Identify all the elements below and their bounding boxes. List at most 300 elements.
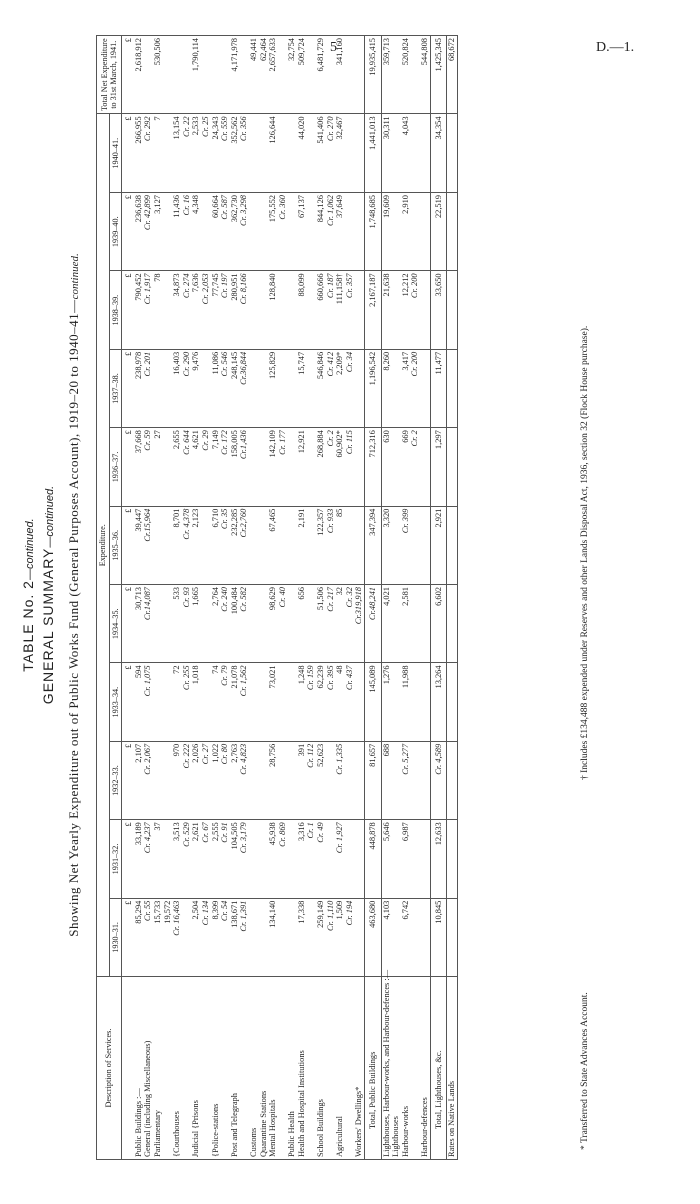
value-cell <box>191 585 210 663</box>
page-number: 5 <box>330 40 337 55</box>
cell-line: Cr. 1,562 <box>239 665 249 697</box>
cell-line: 73,021 <box>268 665 278 689</box>
cell-line: 45,938 <box>268 822 278 846</box>
value-cell <box>297 428 316 506</box>
cell-line: {Courthouses <box>172 1111 182 1157</box>
value-cell <box>354 271 364 349</box>
cell-line: Mental Hospitals <box>268 1099 278 1157</box>
cell-line: 669 <box>400 430 410 443</box>
row-description <box>259 977 269 1160</box>
value-cell <box>297 898 316 976</box>
total-cell <box>335 36 354 114</box>
value-cell <box>134 820 153 898</box>
value-cell <box>172 898 191 976</box>
value-cell <box>354 506 364 584</box>
cell-line: Public Buildings :— <box>133 1088 143 1157</box>
cell-line: Rates on Native Lands <box>447 1080 457 1157</box>
cell-line: Cr. 2,053 <box>200 273 210 305</box>
cell-line: Cr.1,436 <box>239 430 249 460</box>
cell-line: Workers' Dwellings* <box>354 1086 364 1157</box>
value-cell <box>365 193 382 271</box>
cell-line: Cr. 1,391 <box>239 900 249 932</box>
value-cell <box>447 114 458 193</box>
table-row <box>211 36 230 1160</box>
cell-line: 266,955 <box>133 116 143 144</box>
cell-line: 19,935,415 <box>368 38 378 76</box>
value-cell <box>268 193 287 271</box>
value-cell <box>153 506 172 584</box>
value-cell <box>134 349 153 427</box>
cell-line: 11,988 <box>400 665 410 689</box>
cell-line: 1,665 <box>191 587 201 606</box>
value-cell <box>381 506 401 584</box>
cell-line: Cr. 8,166 <box>239 273 249 305</box>
cell-line: 7 <box>152 116 162 121</box>
cell-line: 100,484 <box>229 587 239 615</box>
value-cell <box>268 585 287 663</box>
expenditure-group-header: Expenditure. <box>97 114 110 977</box>
table-row <box>134 36 153 1160</box>
value-cell <box>430 898 447 976</box>
value-cell <box>401 428 420 506</box>
value-cell <box>172 271 191 349</box>
table-row <box>287 36 297 1160</box>
cell-line: Cr. 217 <box>325 587 335 612</box>
row-description <box>297 977 316 1160</box>
table-row <box>191 36 210 1160</box>
total-cell <box>211 36 230 114</box>
cell-line: 341,160 <box>335 38 345 66</box>
cell-line: 3,417 <box>400 351 410 371</box>
year-header: 1938–39. <box>109 271 122 349</box>
unit-cell: £ <box>122 36 134 114</box>
cell-line: 656 <box>296 587 306 600</box>
cell-line: Cr. 1,927 <box>335 822 345 854</box>
row-description <box>191 977 210 1160</box>
value-cell <box>381 741 401 819</box>
value-cell <box>354 428 364 506</box>
value-cell <box>172 741 191 819</box>
value-cell <box>316 193 335 271</box>
cell-line: 520,824 <box>400 38 410 66</box>
row-description <box>335 977 354 1160</box>
total-cell <box>365 36 382 114</box>
cell-line: 6,710 <box>210 508 220 528</box>
value-cell <box>153 585 172 663</box>
cell-line: 68,672 <box>447 38 457 62</box>
cell-line: 145,089 <box>368 665 378 693</box>
row-description <box>447 977 458 1160</box>
row-description <box>287 977 297 1160</box>
cell-line: 60,664 <box>210 195 220 219</box>
value-cell <box>259 585 269 663</box>
value-cell <box>381 663 401 741</box>
cell-line: 51,506 <box>316 587 326 611</box>
cell-line: 238,978 <box>133 351 143 380</box>
value-cell <box>259 741 269 819</box>
value-cell <box>287 663 297 741</box>
cell-line: Cr. 40 <box>277 587 287 608</box>
cell-line: 594 <box>133 665 143 678</box>
cell-line: Cr. 5,277 <box>400 743 410 775</box>
year-header: 1936–37. <box>109 428 122 506</box>
value-cell <box>134 193 153 271</box>
cell-line: 448,878 <box>368 822 378 850</box>
value-cell <box>447 506 458 584</box>
total-cell <box>259 36 269 114</box>
cell-line: Cr. 360 <box>277 195 287 220</box>
value-cell <box>172 349 191 427</box>
cell-line: 2,167,187 <box>368 273 378 307</box>
cell-line: 259,149 <box>316 900 326 928</box>
cell-line: 2,191 <box>296 508 306 528</box>
cell-line: 52,623 <box>316 743 326 767</box>
table-row <box>259 36 269 1160</box>
cell-line: 24,343 <box>210 116 220 140</box>
cell-line: 62,239 <box>316 665 326 689</box>
row-description <box>134 977 153 1160</box>
cell-line: 34,354 <box>433 116 443 140</box>
cell-line: 88,099 <box>296 273 306 297</box>
cell-line: Cr. 1,062 <box>325 195 335 226</box>
value-cell <box>230 820 249 898</box>
cell-line: 4,621 <box>191 430 201 450</box>
value-cell <box>297 349 316 427</box>
value-cell <box>420 741 430 819</box>
value-cell <box>259 349 269 427</box>
value-cell <box>401 193 420 271</box>
cell-line: Cr. 270 <box>325 116 335 142</box>
value-cell <box>172 428 191 506</box>
cell-line: 1,018 <box>191 665 201 685</box>
cell-line: Cr. 194 <box>344 900 354 926</box>
value-cell <box>249 114 259 193</box>
row-description <box>211 977 230 1160</box>
cell-line: 1,441,013 <box>368 116 378 150</box>
cell-line: 391 <box>296 743 306 757</box>
cell-line: 67,137 <box>296 195 306 219</box>
cell-line: 6,987 <box>400 822 410 842</box>
table-row <box>335 36 354 1160</box>
value-cell <box>134 741 153 819</box>
cell-line: Cr. 1 <box>306 822 316 839</box>
cell-line: 21,078 <box>229 665 239 689</box>
year-header: 1932–33. <box>109 741 122 819</box>
value-cell <box>430 585 447 663</box>
cell-line: 1,425,345 <box>433 38 443 72</box>
cell-line: 28,756 <box>268 743 278 767</box>
value-cell <box>268 349 287 427</box>
value-cell <box>287 741 297 819</box>
cell-line: 970 <box>172 743 182 757</box>
value-cell <box>430 428 447 506</box>
total-cell <box>316 36 335 114</box>
value-cell <box>172 114 191 193</box>
value-cell <box>381 349 401 427</box>
cell-line: 37,668 <box>133 430 143 454</box>
value-cell <box>259 271 269 349</box>
value-cell <box>134 506 153 584</box>
value-cell <box>153 741 172 819</box>
value-cell <box>401 741 420 819</box>
cell-line: 533 <box>172 587 182 600</box>
cell-line: Judicial {Prisons <box>191 1100 201 1157</box>
value-cell <box>211 193 230 271</box>
year-header: 1933–34. <box>109 663 122 741</box>
cell-line: Cr. 16,463 <box>172 900 182 936</box>
value-cell <box>316 898 335 976</box>
cell-line: Cr. 644 <box>181 430 191 455</box>
cell-line: Cr. 582 <box>239 587 249 612</box>
unit-cell: £ <box>122 428 134 506</box>
cell-line: Cr. 290 <box>181 351 191 377</box>
value-cell <box>316 114 335 193</box>
cell-line: 21,638 <box>381 273 391 297</box>
cell-line: 2,504 <box>191 900 201 920</box>
cell-line: Cr. 4,237 <box>143 822 153 854</box>
row-description <box>381 969 401 1160</box>
total-cell <box>134 36 153 114</box>
cell-line: 2,910 <box>400 195 410 214</box>
cell-line: Health and Hospital Institutions <box>296 1050 306 1157</box>
cell-line: 98,629 <box>268 587 278 611</box>
value-cell <box>401 271 420 349</box>
cell-line: 2,763 <box>229 743 239 763</box>
cell-line: Public Health <box>287 1111 297 1157</box>
cell-line: 138,671 <box>229 900 239 928</box>
cell-line: Cr. 529 <box>181 822 191 847</box>
value-cell <box>230 898 249 976</box>
cell-line: 2,581 <box>400 587 410 606</box>
cell-line: 12,633 <box>433 822 443 846</box>
value-cell <box>420 506 430 584</box>
value-cell <box>365 271 382 349</box>
cell-line: 128,840 <box>268 273 278 301</box>
value-cell <box>259 506 269 584</box>
value-cell <box>230 506 249 584</box>
cell-line: Harbour-defences <box>420 1097 429 1157</box>
cell-line: Cr. 172 <box>220 430 230 455</box>
value-cell <box>134 428 153 506</box>
cell-line: 1,196,542 <box>368 351 378 386</box>
cell-line: 15,733 <box>152 900 162 924</box>
value-cell <box>259 820 269 898</box>
cell-line: Cr. 201 <box>143 351 153 377</box>
value-cell <box>316 506 335 584</box>
value-cell <box>297 585 316 663</box>
cell-line: 2,107 <box>133 743 143 763</box>
value-cell <box>401 114 420 193</box>
table-row <box>365 36 382 1160</box>
unit-cell: £ <box>122 114 134 193</box>
footnote-transferred: * Transferred to State Advances Account. <box>580 992 590 1150</box>
cell-line: Cr. 79 <box>220 665 230 686</box>
cell-line: 1,248 <box>296 665 306 685</box>
value-cell <box>430 193 447 271</box>
value-cell <box>268 898 287 976</box>
value-cell <box>430 349 447 427</box>
table-number: TABLE No. 2—continued. <box>20 518 36 672</box>
cell-line: 790,452 <box>133 273 143 301</box>
table-row <box>249 36 259 1160</box>
value-cell <box>365 349 382 427</box>
cell-line: 34,873 <box>172 273 182 297</box>
cell-line: 541,406 <box>316 116 326 144</box>
value-cell <box>316 271 335 349</box>
value-cell <box>420 114 430 193</box>
value-cell <box>365 820 382 898</box>
cell-line: Cr. 42,899 <box>143 195 153 231</box>
cell-line: Agricultural <box>335 1116 345 1157</box>
value-cell <box>230 741 249 819</box>
cell-line: 39,447 <box>133 508 143 532</box>
value-cell <box>211 820 230 898</box>
value-cell <box>335 820 354 898</box>
value-cell <box>354 820 364 898</box>
cell-line: Lighthouses <box>391 1116 401 1157</box>
value-cell <box>191 428 210 506</box>
cell-line: 8,399 <box>210 900 220 920</box>
cell-line: Cr. 134 <box>200 900 210 926</box>
cell-line: 13,154 <box>172 116 182 140</box>
cell-line: 2,657,633 <box>268 38 278 72</box>
cell-line: Cr. 546 <box>220 351 230 377</box>
cell-line: Cr. 4,589 <box>433 743 443 775</box>
cell-line: Cr. 4,378 <box>181 508 191 540</box>
cell-line: 688 <box>381 743 391 757</box>
value-cell <box>211 114 230 193</box>
cell-line: 4,171,978 <box>229 38 239 72</box>
value-cell <box>249 898 259 976</box>
value-cell <box>153 193 172 271</box>
footnote-flock-house: † Includes £134,488 expended under Reserves and other Lands Disposal Act, 1936, section 32 (Flock House purchase). <box>580 325 590 780</box>
cell-line: 463,680 <box>368 900 378 928</box>
value-cell <box>297 114 316 193</box>
value-cell <box>287 271 297 349</box>
cell-line: Cr. 54 <box>220 900 230 922</box>
value-cell <box>191 271 210 349</box>
year-header: 1931–32. <box>109 820 122 898</box>
value-cell <box>134 585 153 663</box>
value-cell <box>381 428 401 506</box>
value-cell <box>447 193 458 271</box>
cell-line: Cr. 1,110 <box>325 900 335 931</box>
cell-line: Customs <box>248 1127 258 1157</box>
cell-line: 32 <box>335 587 345 596</box>
cell-line: 232,285 <box>229 508 239 536</box>
cell-line: 280,951 <box>229 273 239 301</box>
cell-line: {Police-stations <box>210 1103 220 1157</box>
value-cell <box>420 349 430 427</box>
table-subtitle: Showing Net Yearly Expenditure out of Public Works Fund (General Purposes Account), 1919–20 to 1940–41—continued. <box>66 253 81 937</box>
value-cell <box>420 193 430 271</box>
cell-line: 347,394 <box>368 508 378 536</box>
cell-line: Cr. 25 <box>200 116 210 137</box>
total-cell <box>191 36 210 114</box>
cell-line: Cr. 933 <box>325 508 335 534</box>
value-cell <box>134 898 153 976</box>
cell-line: 27 <box>152 430 162 439</box>
value-cell <box>249 585 259 663</box>
cell-line: Cr. 159 <box>306 665 316 691</box>
cell-line: Cr. 35 <box>220 508 230 530</box>
cell-line: Cr. 399 <box>400 508 410 534</box>
value-cell <box>211 506 230 584</box>
cell-line: 3,127 <box>152 195 162 214</box>
year-header: 1937–38. <box>109 349 122 427</box>
value-cell <box>211 663 230 741</box>
value-cell <box>153 114 172 193</box>
value-cell <box>230 114 249 193</box>
cell-line: 72 <box>172 665 182 674</box>
cell-line: Cr. 357 <box>344 273 354 299</box>
cell-line: 125,829 <box>268 351 278 380</box>
cell-line: 122,357 <box>316 508 326 536</box>
value-cell <box>365 898 382 976</box>
cell-line: Cr. 292 <box>143 116 153 142</box>
value-cell <box>401 585 420 663</box>
value-cell <box>191 114 210 193</box>
cell-line: 12,212 <box>400 273 410 297</box>
value-cell <box>268 506 287 584</box>
value-cell <box>153 898 172 976</box>
value-cell <box>447 349 458 427</box>
value-cell <box>172 663 191 741</box>
table-row <box>230 36 249 1160</box>
value-cell <box>316 585 335 663</box>
cell-line: 85,294 <box>133 900 143 924</box>
cell-line: Lighthouses, Harbour-works, and Harbour-defences :— <box>381 969 391 1157</box>
value-cell <box>249 820 259 898</box>
value-cell <box>335 663 354 741</box>
table-row <box>297 36 316 1160</box>
cell-line: 6,481,729 <box>316 38 326 72</box>
total-cell <box>401 36 420 114</box>
cell-line: Cr. 27 <box>200 743 210 765</box>
value-cell <box>354 585 364 663</box>
unit-cell: £ <box>122 271 134 349</box>
row-description <box>316 977 335 1160</box>
cell-line: 77,745 <box>210 273 220 297</box>
cell-line: 2,533 <box>191 116 201 136</box>
total-header: Total Net Expenditure to 31st March, 1941. <box>97 36 122 114</box>
total-cell <box>268 36 287 114</box>
value-cell <box>401 506 420 584</box>
value-cell <box>230 193 249 271</box>
description-header: Description of Services. <box>97 977 122 1160</box>
cell-line: Cr. 200 <box>410 351 420 377</box>
cell-line: Cr. 2,067 <box>143 743 153 775</box>
cell-line: 2,026 <box>191 743 201 763</box>
cell-line: 48 <box>335 665 345 674</box>
value-cell <box>430 741 447 819</box>
value-cell <box>249 506 259 584</box>
value-cell <box>191 741 210 819</box>
cell-line: 630 <box>381 430 391 443</box>
table-heading: GENERAL SUMMARY—continued. <box>40 485 56 705</box>
cell-line: 844,126 <box>316 195 326 223</box>
table-row <box>316 36 335 1160</box>
value-cell <box>447 428 458 506</box>
cell-line: 37,649 <box>335 195 345 219</box>
cell-line: Harbour-works <box>400 1106 410 1157</box>
value-cell <box>211 741 230 819</box>
value-cell <box>172 506 191 584</box>
cell-line: Cr. 1,917 <box>143 273 153 305</box>
unit-cell: £ <box>122 898 134 976</box>
cell-line: Cr. 1,335 <box>335 743 345 775</box>
value-cell <box>268 663 287 741</box>
